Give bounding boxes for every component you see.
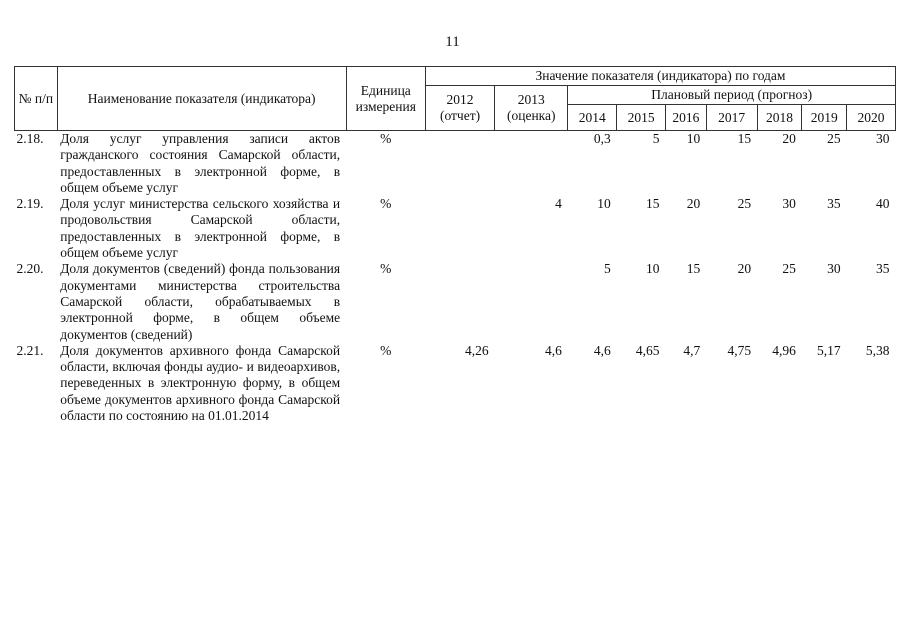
row-value: 4,96 [772,342,796,358]
row-value: 40 [876,196,890,212]
row-value: 30 [827,261,841,277]
row-value: 15 [686,261,701,277]
row-value: 4,7 [683,342,701,358]
row-num: 2.18. [16,131,44,146]
header-year: 2016 [666,105,707,131]
row-value: 25 [737,196,752,212]
row-name: Доля документов (сведений) фонда пользования документами министерства строительства Самарской области, обрабатываемых в электронной форме, в общем объеме документов (сведений) [60,261,341,342]
row-value: 5,17 [816,342,841,358]
table-row [15,196,896,261]
row-value: 4,75 [727,342,752,358]
indicators-table [14,66,896,424]
row-unit: % [380,131,392,146]
header-year-2013: 2013 (оценка) [495,86,568,131]
header-year: 2014 [568,105,617,131]
row-num: 2.21. [16,342,44,358]
row-num: 2.20. [16,261,44,277]
row-value: 25 [827,131,841,146]
row-value: 5,38 [865,342,890,358]
row-value [495,261,568,342]
row-num: 2.19. [16,196,44,212]
row-value: 4,65 [635,342,660,358]
header-name: Наименование показателя (индикатора) [57,67,346,131]
row-value [425,196,494,261]
row-value: 20 [782,131,796,146]
row-value: 4,26 [465,342,489,358]
row-value: 35 [876,261,890,277]
header-year: 2018 [757,105,802,131]
row-unit: % [380,261,392,277]
page-number: 11 [445,34,460,50]
table-row [15,343,896,424]
table-row [15,261,896,342]
row-value: 4,6 [593,342,611,358]
row-value [425,131,494,197]
header-values-by-year: Значение показателя (индикатора) по годам [425,67,895,86]
row-value: 10 [597,196,611,212]
row-value: 15 [646,196,660,212]
row-value: 4 [555,196,562,212]
row-value [425,261,494,342]
header-year: 2017 [706,105,757,131]
header-year: 2020 [847,105,896,131]
row-unit: % [380,342,392,358]
row-name: Доля документов архивного фонда Самарской области, включая фонды аудио- и видеоархивов, переведенных в электронную форму, в общем объеме документов архивного фонда Самарской области по состоянию на 01.01.2014 [60,342,341,424]
row-value: 10 [646,261,660,277]
row-value: 35 [827,196,841,212]
row-value: 20 [737,261,752,277]
header-year: 2015 [617,105,666,131]
header-year: 2019 [802,105,847,131]
row-value [495,131,568,197]
row-name: Доля услуг министерства сельского хозяйства и продовольствия Самарской области, предоставленных в электронной форме, в общем объеме услуг [60,196,341,261]
row-name: Доля услуг управления записи актов гражданского состояния Самарской области, предоставленных в электронной форме, в общем объеме услуг [60,131,341,195]
row-value: 4,6 [545,342,562,358]
row-value: 0,3 [593,131,611,146]
header-planned-period: Плановый период (прогноз) [568,86,896,105]
row-value: 10 [686,131,701,146]
row-value: 20 [686,196,701,212]
row-value: 5 [603,261,611,277]
row-value: 25 [782,261,796,277]
header-num: № п/п [15,67,58,131]
header-year-2012: 2012 (отчет) [425,86,494,131]
row-value: 5 [652,131,660,146]
row-value: 30 [782,196,796,212]
row-unit: % [380,196,392,212]
header-unit: Единица измерения [346,67,425,131]
table-row [15,131,896,197]
row-value: 30 [876,131,890,146]
row-value: 15 [737,131,752,146]
